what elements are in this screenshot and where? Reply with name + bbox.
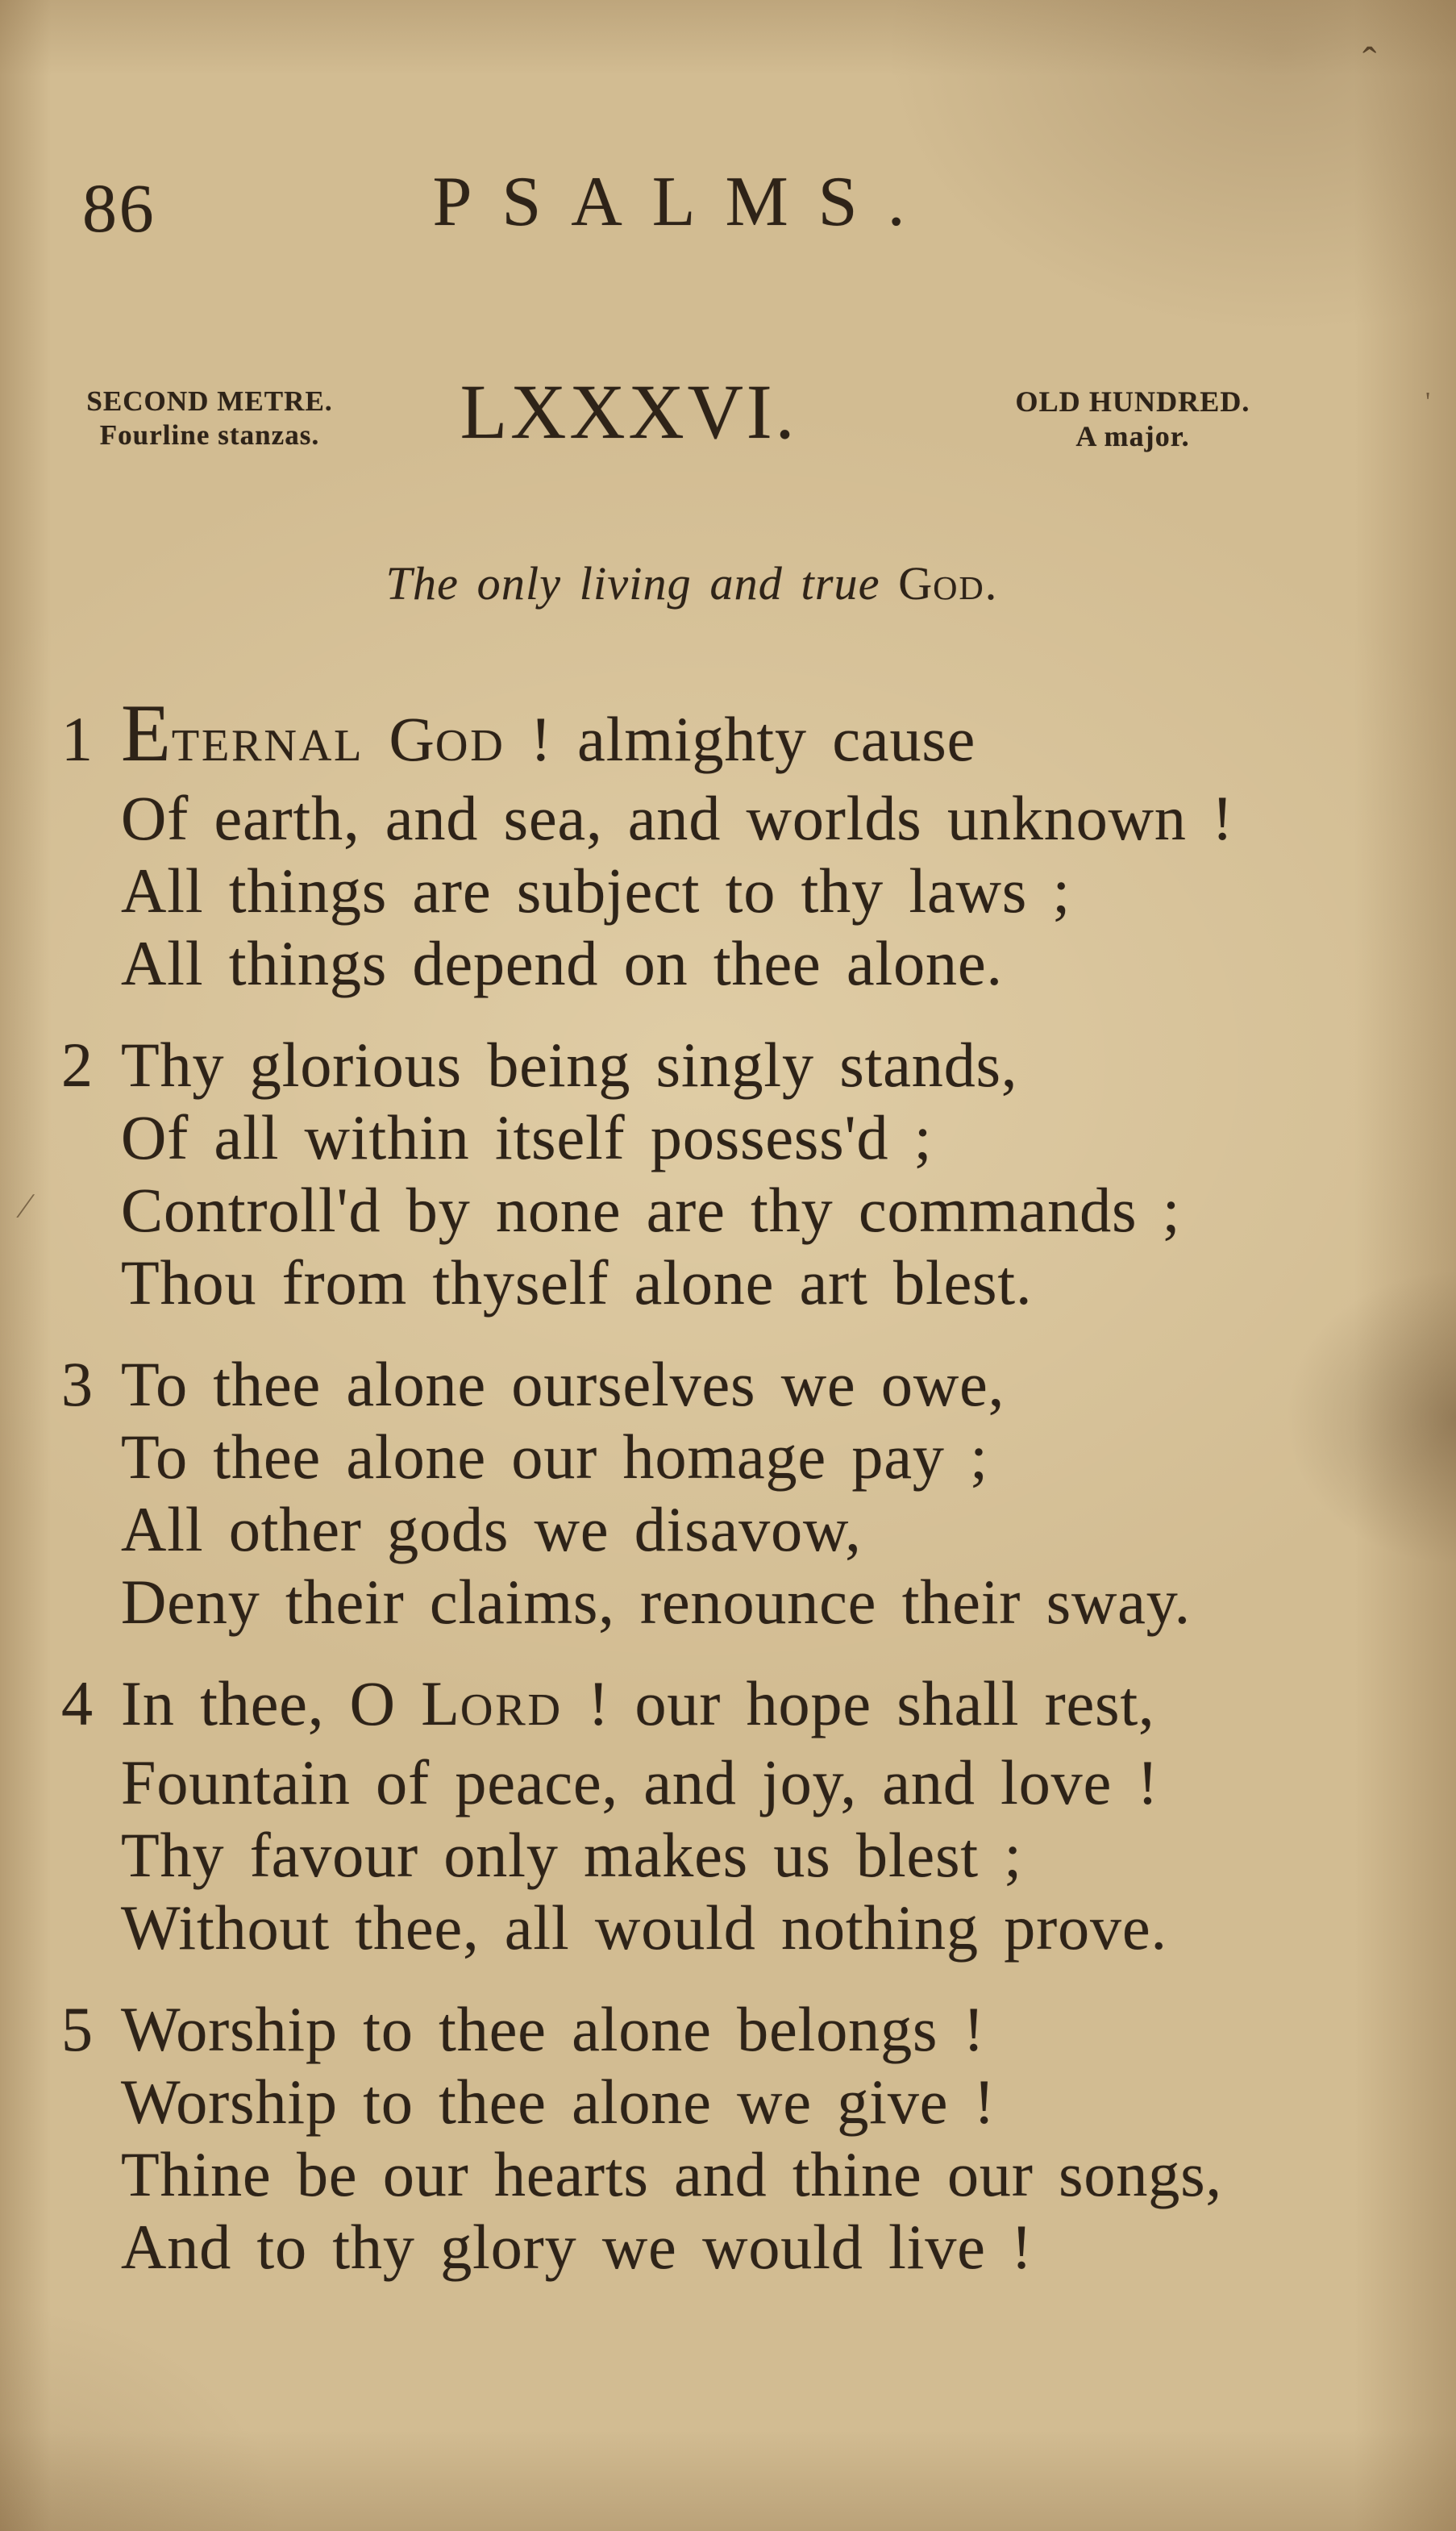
verse-line — [121, 1493, 1416, 1566]
text-segment: G — [364, 704, 435, 774]
text-segment: Thy favour only makes us blest ; — [121, 1820, 1022, 1890]
stanza-number: 2 — [61, 1030, 94, 1100]
stanza — [61, 688, 1416, 1000]
metre-line-1: SECOND METRE. — [86, 385, 333, 417]
verse-line — [121, 1746, 1416, 1819]
tune-line-2: A major. — [1075, 420, 1190, 452]
text-segment: Deny their claims, renounce their sway. — [121, 1567, 1192, 1637]
verse-line — [121, 1993, 1416, 2066]
verse-line — [121, 1174, 1416, 1247]
page-title: PSALMS. — [432, 163, 935, 241]
text-segment: OD — [435, 721, 505, 771]
text-segment: Thou from thyself alone art blest. — [121, 1247, 1033, 1318]
verse-line — [121, 2066, 1416, 2138]
verse-line — [121, 2138, 1416, 2211]
verse-line — [121, 1892, 1416, 1964]
verse-line — [121, 1101, 1416, 1174]
text-segment: OD — [933, 570, 985, 607]
stanza-number: 1 — [61, 704, 94, 774]
text-segment: All things are subject to thy laws ; — [121, 855, 1071, 926]
scan-artifact-tick: ' — [1425, 387, 1431, 417]
text-segment: G — [898, 557, 934, 610]
stanza-lines — [121, 1029, 1416, 1319]
verse-line — [121, 1421, 1416, 1493]
verse-line — [121, 1348, 1416, 1421]
metre-line-2: Fourline stanzas. — [99, 419, 320, 451]
text-segment: Worship to thee alone belongs ! — [121, 1994, 985, 2064]
stanza-lines — [121, 1993, 1416, 2283]
verse-line — [121, 1819, 1416, 1892]
text-segment: Without thee, all would nothing prove. — [121, 1892, 1167, 1963]
psalm-number: LXXXVI. — [460, 368, 798, 455]
verse-line — [121, 1667, 1416, 1746]
text-segment: Of all within itself possess'd ; — [121, 1102, 933, 1172]
scan-artifact-slash: ∕ — [23, 1186, 29, 1226]
running-head — [0, 161, 1456, 258]
verse-line — [121, 1247, 1416, 1319]
stanza — [61, 1348, 1416, 1638]
text-segment: To thee alone ourselves we owe, — [121, 1349, 1005, 1419]
stanza-number: 4 — [61, 1668, 94, 1738]
stanzas — [61, 688, 1416, 2312]
psalm-header — [0, 367, 1456, 488]
text-segment: Thy glorious being singly stands, — [121, 1030, 1018, 1100]
stanza-number: 5 — [61, 1994, 94, 2064]
text-segment: Controll'd by none are thy commands ; — [121, 1175, 1181, 1245]
text-segment: E — [121, 688, 172, 778]
verse-line — [121, 782, 1416, 855]
text-segment: And to thy glory we would live ! — [121, 2212, 1034, 2282]
page-number: 86 — [82, 169, 156, 247]
text-segment: ! almighty cause — [505, 704, 976, 774]
scan-artifact-caret: ˆ — [1362, 40, 1377, 85]
verse-line — [121, 1029, 1416, 1101]
stanza-lines — [121, 1348, 1416, 1638]
text-segment: ORD — [460, 1685, 563, 1735]
tune-line-1: OLD HUNDRED. — [1015, 385, 1250, 418]
text-segment: . — [984, 557, 998, 610]
verse-line — [121, 927, 1416, 1000]
verse-line — [121, 2211, 1416, 2283]
text-segment: Of earth, and sea, and worlds unknown ! — [121, 783, 1234, 853]
stanza-lines — [121, 688, 1416, 1000]
stanza — [61, 1993, 1416, 2283]
text-segment: Fountain of peace, and joy, and love ! — [121, 1747, 1159, 1817]
stanza-number: 3 — [61, 1349, 94, 1419]
text-segment: ! our hope shall rest, — [562, 1668, 1155, 1738]
text-segment: TERNAL — [171, 721, 364, 771]
text-segment: All things depend on thee alone. — [121, 928, 1003, 998]
psalm-subtitle — [0, 556, 1420, 610]
stanza — [61, 1667, 1416, 1964]
text-segment: Thine be our hearts and thine our songs, — [121, 2139, 1222, 2209]
text-segment: The only living and true — [385, 557, 899, 610]
tune-note — [963, 385, 1302, 454]
verse-line — [121, 688, 1416, 782]
verse-line — [121, 855, 1416, 927]
text-segment: All other gods we disavow, — [121, 1494, 862, 1564]
stanza — [61, 1029, 1416, 1319]
text-segment: Worship to thee alone we give ! — [121, 2067, 996, 2137]
verse-line — [121, 1566, 1416, 1638]
text-segment: In thee, O L — [121, 1668, 460, 1738]
text-segment: To thee alone our homage pay ; — [121, 1422, 988, 1492]
metre-note — [56, 385, 363, 452]
stanza-lines — [121, 1667, 1416, 1964]
